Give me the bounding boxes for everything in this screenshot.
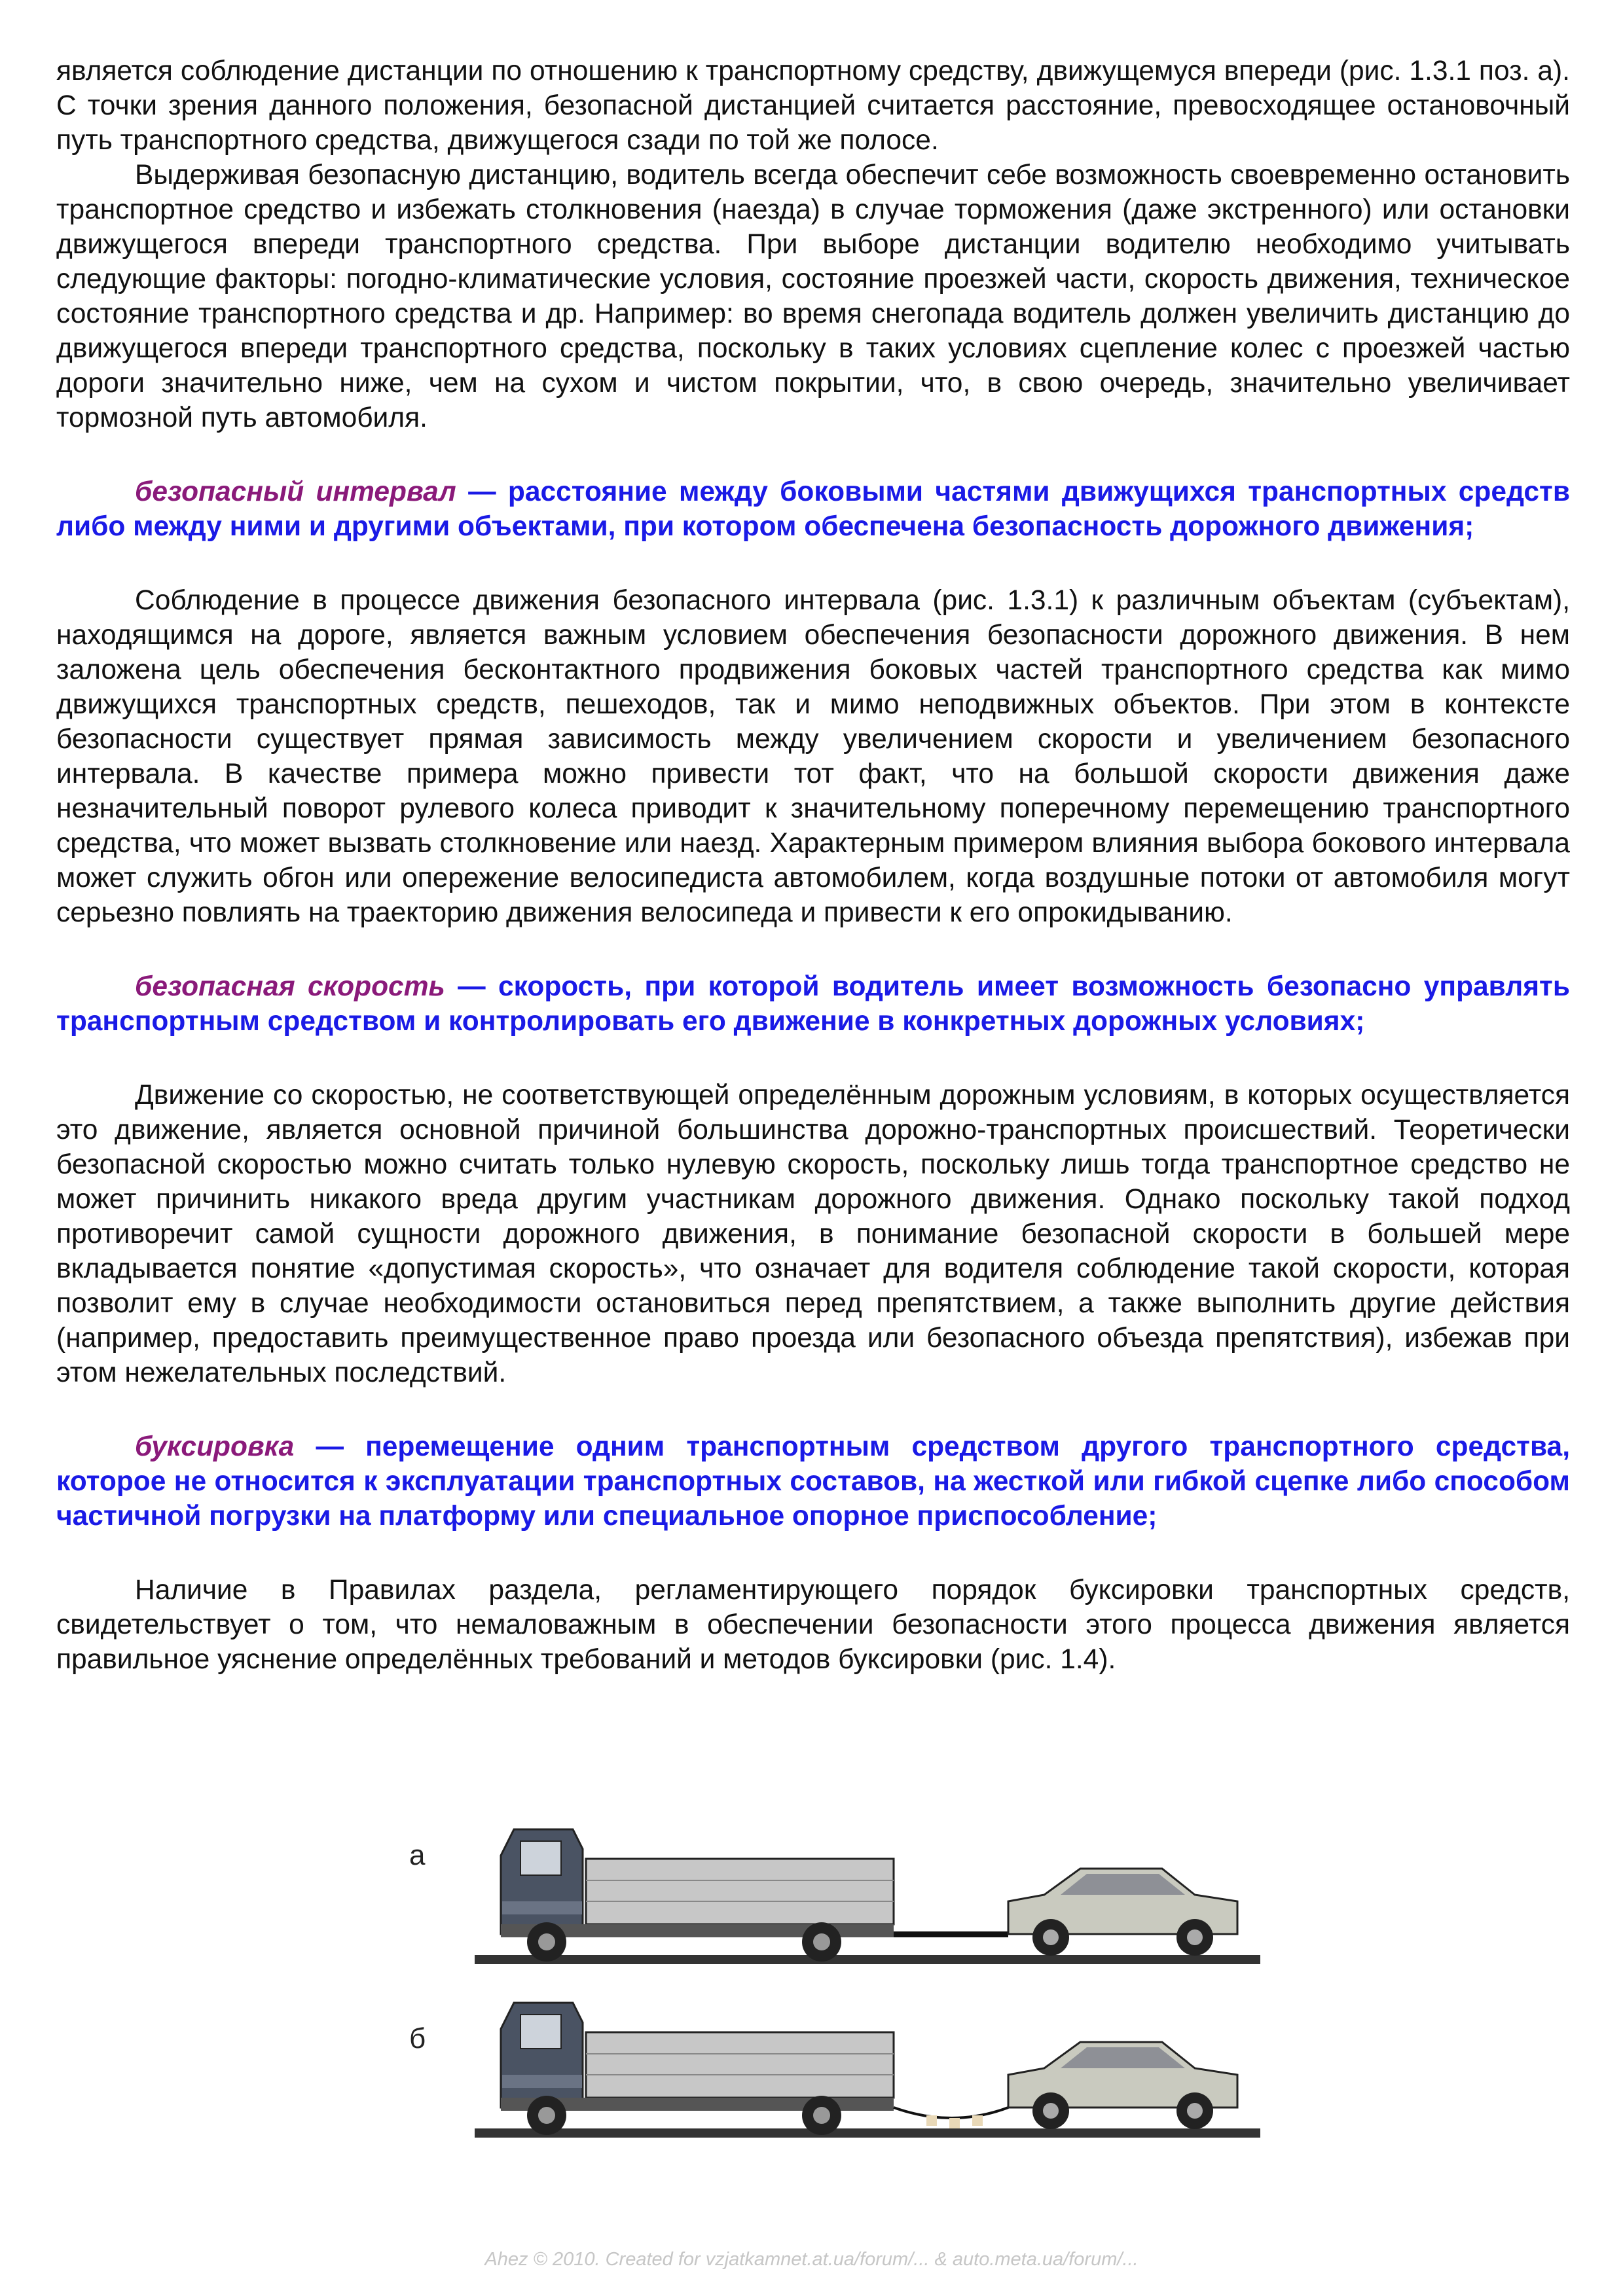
figure-label-b: б: [409, 2022, 426, 2054]
definition-text: — скорость, при которой водитель имеет возможность безопасно управлять транспортным средством и контролировать его движение в конкретных дорожных условиях;: [56, 971, 1570, 1037]
definition-term: безопасный интервал: [135, 476, 456, 507]
towing-illustration-flexible: [475, 1977, 1260, 2140]
definition-safe-interval: [56, 475, 1570, 544]
definition-safe-speed: [56, 969, 1570, 1039]
definition-text: — расстояние между боковыми частями движущихся транспортных средств либо между ними и другими объектами, при котором обеспечена безопасность дорожного движения;: [56, 476, 1570, 542]
paragraph-towing: Наличие в Правилах раздела, регламентирующего порядок буксировки транспортных средств, свидетельствует о том, что немаловажным в обеспечении безопасности этого процесса движения является правильное уяснение определённых требований и методов буксировки (рис. 1.4).: [56, 1575, 1570, 1675]
definition-term: буксировка: [135, 1431, 295, 1462]
document-page: [56, 54, 1570, 1677]
definition-text: — перемещение одним транспортным средством другого транспортного средства, которое не относится к эксплуатации транспортных составов, на жесткой или гибкой сцепке либо способом частичной погрузки на платформу или специальное опорное приспособление;: [56, 1431, 1570, 1532]
towing-figure: [409, 1803, 1260, 2144]
definition-towing: [56, 1429, 1570, 1534]
definition-term: безопасная скорость: [135, 971, 445, 1002]
paragraph-distance-end: является соблюдение дистанции по отношению к транспортному средству, движущемуся впереди (рис. 1.3.1 поз. а). С точки зрения данного положения, безопасной дистанцией считается расстояние, превосходящее остановочный путь транспортного средства, движущегося сзади по той же полосе.: [56, 56, 1570, 156]
towing-illustration-rigid: [475, 1803, 1260, 1967]
page-footer: Ahez © 2010. Created for vzjatkamnet.at.ua/forum/... & auto.meta.ua/forum/...: [484, 2249, 1139, 2270]
paragraph-safe-speed: Движение со скоростью, не соответствующей определённым дорожным условиям, в которых осуществляется это движение, является основной причиной большинства дорожно-транспортных происшествий. Теоретически безопасной скоростью можно считать только нулевую скорость, поскольку лишь тогда транспортное средство не может причинить никакого вреда другим участникам дорожного движения. Однако поскольку такой подход противоречит самой сущности дорожного движения, в понимание безопасной скорости в большей мере вкладывается понятие «допустимая скорость», что означает для водителя соблюдение такой скорости, которая позволит ему в случае необходимости остановиться перед препятствием, а также выполнить другие действия (например, предоставить преимущественное право проезда или безопасного объезда препятствия), избежав при этом нежелательных последствий.: [56, 1080, 1570, 1388]
paragraph-safe-distance: Выдерживая безопасную дистанцию, водитель всегда обеспечит себе возможность своевременно остановить транспортное средство и избежать столкновения (наезда) в случае торможения (даже экстренного) или остановки движущегося впереди транспортного средства. При выборе дистанции водителю необходимо учитывать следующие факторы: погодно-климатические условия, состояние проезжей части, скорость движения, техническое состояние транспортного средства и др. Например: во время снегопада водитель должен увеличить дистанцию до движущегося впереди транспортного средства, поскольку в таких условиях сцепление колес с проезжей частью дороги значительно ниже, чем на сухом и чистом покрытии, что, в свою очередь, значительно увеличивает тормозной путь автомобиля.: [56, 160, 1570, 433]
figure-label-a: а: [409, 1839, 426, 1871]
paragraph-safe-interval: Соблюдение в процессе движения безопасного интервала (рис. 1.3.1) к различным объектам (субъектам), находящимся на дороге, является важным условием обеспечения безопасности дорожного движения. В нем заложена цель обеспечения бесконтактного продвижения боковых частей транспортного средства как мимо движущихся транспортных средств, пешеходов, так и мимо неподвижных объектов. При этом в контексте безопасности существует прямая зависимость между увеличением скорости и увеличением безопасного интервала. В качестве примера можно привести тот факт, что на большой скорости движения даже незначительный поворот рулевого колеса приводит к значительному поперечному перемещению транспортного средства, что может вызвать столкновение или наезд. Характерным примером влияния выбора бокового интервала может служить обгон или опережение велосипедиста автомобилем, когда воздушные потоки от автомобиля могут серьезно повлиять на траекторию движения велосипеда и привести к его опрокидыванию.: [56, 585, 1570, 928]
